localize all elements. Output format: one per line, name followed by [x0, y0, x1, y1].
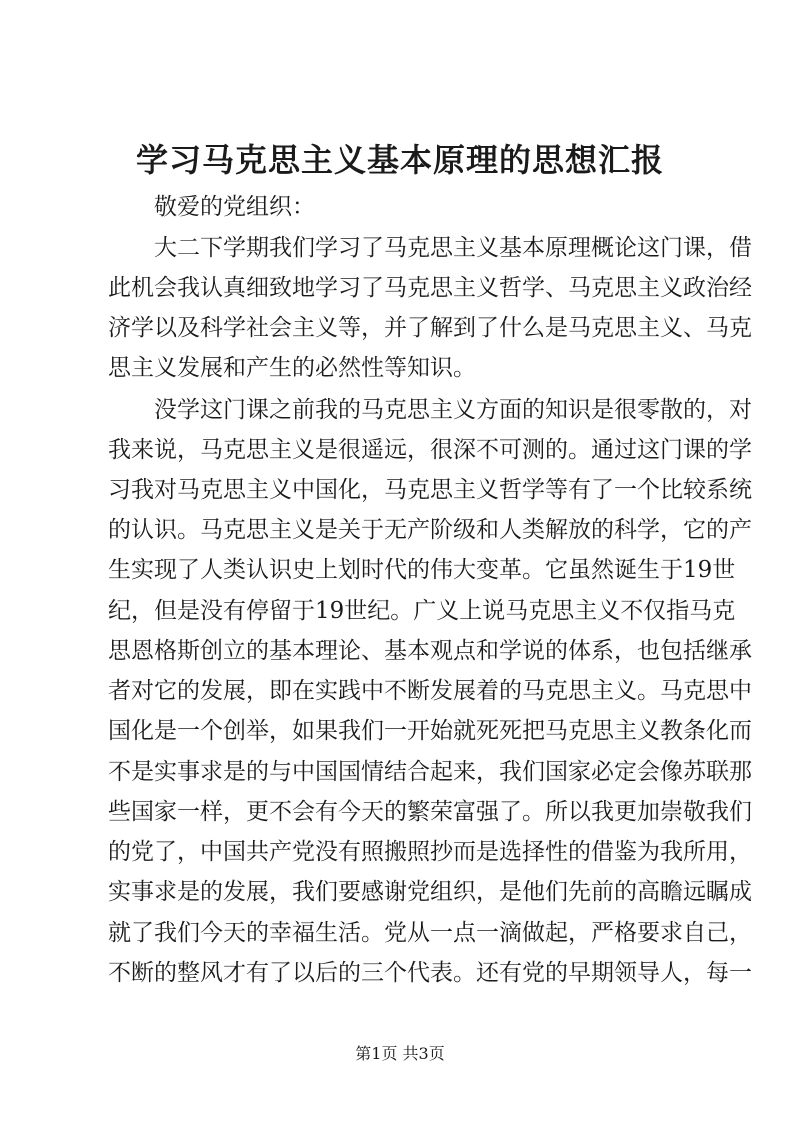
paragraph-2-line-2: 我来说，马克思主义是很遥远，很深不可测的。通过这门课的学 — [108, 437, 752, 463]
paragraph-1-line-3: 济学以及科学社会主义等，并了解到了什么是马克思主义、马克 — [108, 315, 752, 341]
paragraph-1-line-4: 思主义发展和产生的必然性等知识。 — [108, 355, 476, 381]
paragraph-2-line-14: 就了我们今天的幸福生活。党从一点一滴做起，严格要求自己， — [108, 920, 752, 946]
paragraph-1-line-1: 大二下学期我们学习了马克思主义基本原理概论这门课，借 — [154, 235, 752, 261]
paragraph-2-line-1: 没学这门课之前我的马克思主义方面的知识是很零散的，对 — [154, 397, 752, 423]
paragraph-2-line-15: 不断的整风才有了以后的三个代表。还有党的早期领导人，每一 — [108, 960, 752, 986]
paragraph-2-line-6: 纪，但是没有停留于19世纪。广义上说马克思主义不仅指马克 — [108, 598, 736, 624]
page-footer: 第1页 共3页 — [355, 1044, 445, 1063]
paragraph-2-line-5: 生实现了人类认识史上划时代的伟大变革。它虽然诞生于19世 — [108, 557, 736, 583]
paragraph-2-line-4: 的认识。马克思主义是关于无产阶级和人类解放的科学，它的产 — [108, 517, 752, 543]
paragraph-2-line-12: 的党了，中国共产党没有照搬照抄而是选择性的借鉴为我所用， — [108, 839, 752, 865]
paragraph-2-line-3: 习我对马克思主义中国化，马克思主义哲学等有了一个比较系统 — [108, 477, 752, 503]
paragraph-2-line-10: 不是实事求是的与中国国情结合起来，我们国家必定会像苏联那 — [108, 759, 752, 785]
paragraph-2-line-7: 思恩格斯创立的基本理论、基本观点和学说的体系，也包括继承 — [108, 638, 752, 664]
salutation: 敬爱的党组织： — [154, 194, 315, 220]
paragraph-2-line-8: 者对它的发展，即在实践中不断发展着的马克思主义。马克思中 — [108, 678, 752, 704]
paragraph-1-line-2: 此机会我认真细致地学习了马克思主义哲学、马克思主义政治经 — [108, 275, 752, 301]
paragraph-2-line-13: 实事求是的发展，我们要感谢党组织，是他们先前的高瞻远瞩成 — [108, 879, 752, 905]
paragraph-2-line-9: 国化是一个创举，如果我们一开始就死死把马克思主义教条化而 — [108, 718, 752, 744]
paragraph-2-line-11: 些国家一样，更不会有今天的繁荣富强了。所以我更加崇敬我们 — [108, 799, 752, 825]
document-title: 学习马克思主义基本原理的思想汇报 — [135, 141, 664, 179]
